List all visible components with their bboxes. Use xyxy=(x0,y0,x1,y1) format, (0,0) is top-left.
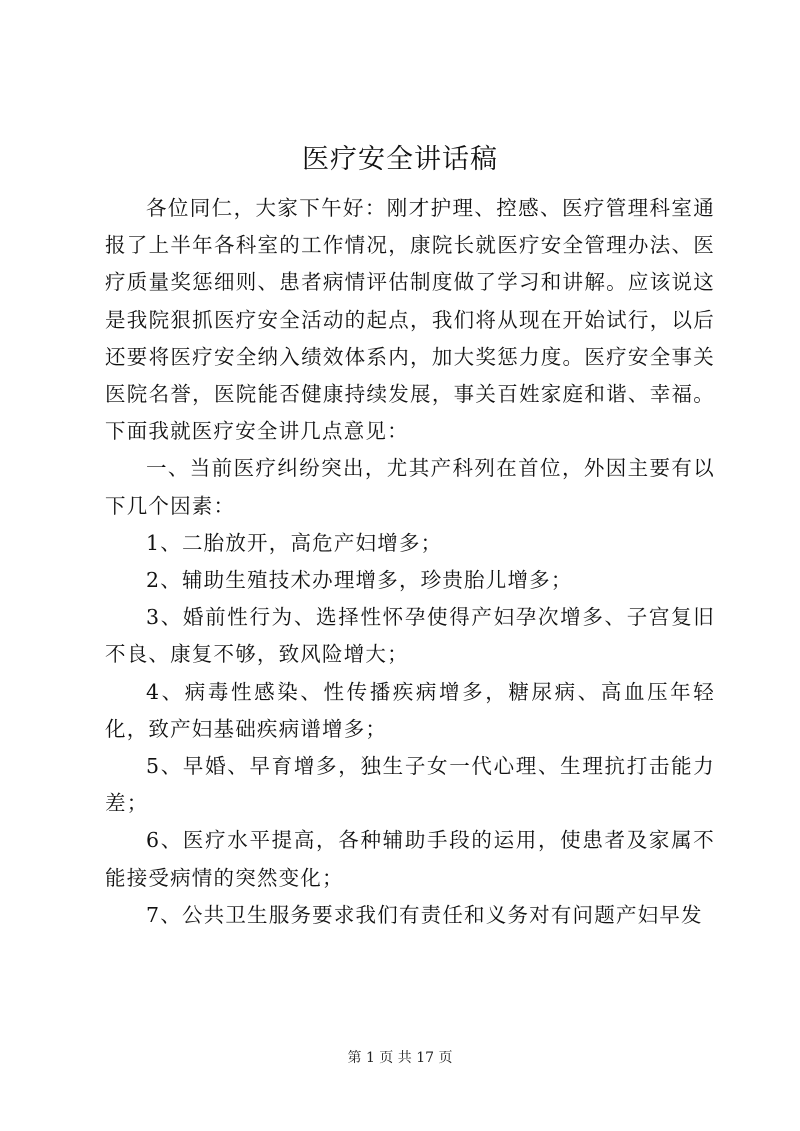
list-item: 2、辅助生殖技术办理增多，珍贵胎儿增多； xyxy=(146,568,573,593)
paragraph-intro: 各位同仁，大家下午好：刚才护理、控感、医疗管理科室通报了上半年各科室的工作情况，康院长就医疗安全管理办法、医疗质量奖惩细则、患者病情评估制度做了学习和讲解。应该说这是我院狠抓医疗安全活动的起点，我们将从现在开始试行，以后还要将医疗安全纳入绩效体系内，加大奖惩力度。医疗安全事关医院名誉，医院能否健康持续发展，事关百姓家庭和谐、幸福。下面我就医疗安全讲几点意见： xyxy=(105,196,715,444)
list-item: 4、病毒性感染、性传播疾病增多，糖尿病、高血压年轻化，致产妇基础疾病谱增多； xyxy=(105,679,715,741)
list-item: 3、婚前性行为、选择性怀孕使得产妇孕次增多、子宫复旧不良、康复不够，致风险增大； xyxy=(105,605,715,667)
paragraph-section-one: 一、当前医疗纠纷突出，尤其产科列在首位，外因主要有以下几个因素： xyxy=(105,456,715,518)
page-number-footer: 第 1 页 共 17 页 xyxy=(347,1050,453,1066)
list-item: 5、早婚、早育增多，独生子女一代心理、生理抗打击能力差； xyxy=(105,754,715,816)
list-item: 1、二胎放开，高危产妇增多； xyxy=(146,530,443,555)
list-item: 7、公共卫生服务要求我们有责任和义务对有问题产妇早发 xyxy=(146,902,703,927)
list-item: 6、医疗水平提高，各种辅助手段的运用，使患者及家属不能接受病情的突然变化； xyxy=(105,828,715,890)
page-title: 医疗安全讲话稿 xyxy=(302,144,498,175)
document-body xyxy=(105,190,715,934)
